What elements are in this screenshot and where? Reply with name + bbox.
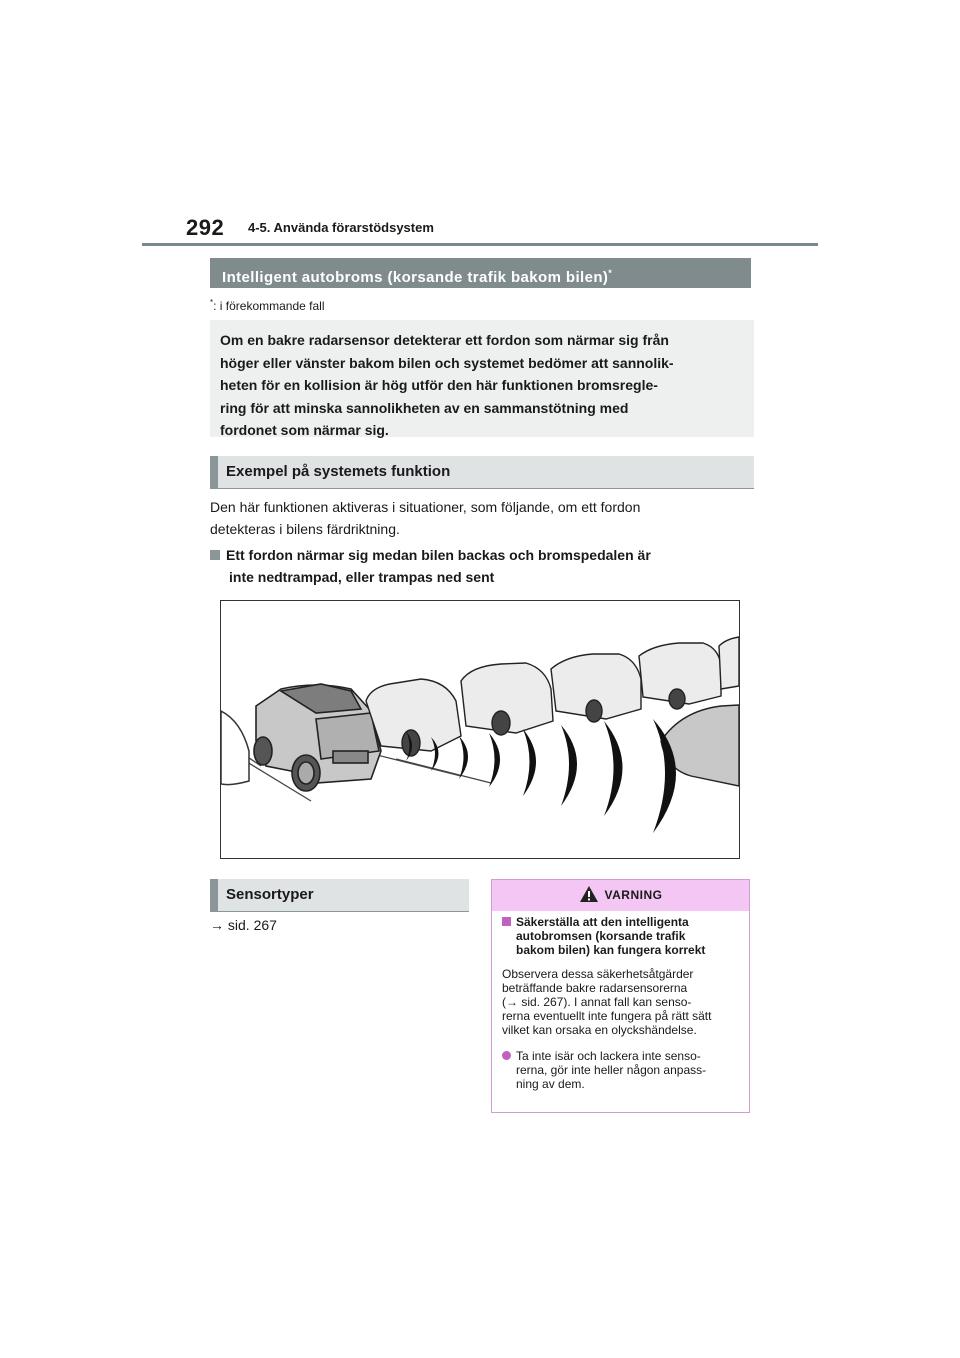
intro-line: fordonet som närmar sig. bbox=[220, 422, 389, 438]
round-bullet-icon bbox=[502, 1051, 511, 1060]
warning-para-line: rerna eventuellt inte fungera på rätt sätt bbox=[502, 1009, 712, 1023]
example-heading-rule bbox=[210, 488, 754, 489]
section-title: 4-5. Använda förarstödsystem bbox=[248, 220, 434, 235]
warning-box bbox=[491, 879, 750, 1113]
warning-para-line: Observera dessa säkerhetsåtgärder bbox=[502, 967, 694, 981]
warning-para-line: beträffande bakre radarsensorerna bbox=[502, 981, 688, 995]
warning-bullet-line: Ta inte isär och lackera inte senso- bbox=[516, 1049, 701, 1063]
example-heading: Exempel på systemets funktion bbox=[210, 456, 754, 488]
footnote-marker: * bbox=[210, 298, 214, 307]
main-heading-marker: * bbox=[608, 268, 613, 278]
square-bullet-icon bbox=[210, 550, 220, 560]
warning-body bbox=[492, 911, 749, 1091]
warning-title: VARNING bbox=[604, 888, 663, 902]
warning-bold-line: bakom bilen) kan fungera korrekt bbox=[516, 943, 706, 957]
intro-box bbox=[210, 320, 754, 437]
own-vehicle-suv bbox=[254, 684, 381, 791]
sensor-types-heading-rule bbox=[210, 911, 469, 912]
approaching-vehicles bbox=[366, 637, 739, 786]
footnote bbox=[210, 298, 325, 313]
warning-bullet-item bbox=[502, 1049, 739, 1091]
header-divider bbox=[142, 243, 818, 246]
warning-triangle-icon bbox=[579, 885, 599, 903]
body-text bbox=[210, 497, 755, 540]
main-heading bbox=[210, 258, 751, 288]
body-line: Den här funktionen aktiveras i situationer, som följande, om ett fordon bbox=[210, 499, 641, 515]
page-number: 292 bbox=[186, 215, 225, 240]
bullet-heading bbox=[210, 545, 755, 588]
intro-line: heten för en kollision är hög utför den här funktionen bromsregle- bbox=[220, 377, 658, 393]
warning-bold-line: Säkerställa att den intelligenta bbox=[516, 915, 689, 929]
warning-bold-item bbox=[502, 915, 739, 957]
rear-cross-traffic-illustration bbox=[220, 600, 740, 859]
body-line: detekteras i bilens färdriktning. bbox=[210, 520, 400, 537]
square-bullet-icon bbox=[502, 917, 511, 926]
intro-line: Om en bakre radarsensor detekterar ett fordon som närmar sig från bbox=[220, 332, 669, 348]
main-heading-text: Intelligent autobroms (korsande trafik bakom bilen) bbox=[222, 269, 609, 286]
bullet-heading-line: inte nedtrampad, eller trampas ned sent bbox=[229, 568, 495, 585]
warning-paragraph bbox=[502, 967, 739, 1037]
sensor-page-reference[interactable]: → sid. 267 bbox=[210, 917, 277, 933]
bullet-heading-line: Ett fordon närmar sig medan bilen backas och bromspedalen är bbox=[226, 547, 651, 563]
parked-car-left bbox=[221, 711, 249, 785]
warning-para-line: (→ sid. 267). I annat fall kan senso- bbox=[502, 995, 692, 1009]
sensor-types-heading: Sensortyper bbox=[210, 879, 469, 911]
warning-bullet-line: ning av dem. bbox=[516, 1077, 585, 1091]
parking-lot-drawing bbox=[221, 601, 739, 858]
intro-line: ring för att minska sannolikheten av en sammanstötning med bbox=[220, 399, 629, 416]
warning-para-line: vilket kan orsaka en olyckshändelse. bbox=[502, 1023, 697, 1037]
footnote-text: : i förekommande fall bbox=[213, 299, 325, 313]
warning-header bbox=[492, 880, 749, 911]
warning-bullet-line: rerna, gör inte heller någon anpass- bbox=[516, 1063, 707, 1077]
intro-line: höger eller vänster bakom bilen och systemet bedömer att sannolik- bbox=[220, 354, 674, 371]
warning-bold-line: autobromsen (korsande trafik bbox=[516, 929, 686, 943]
